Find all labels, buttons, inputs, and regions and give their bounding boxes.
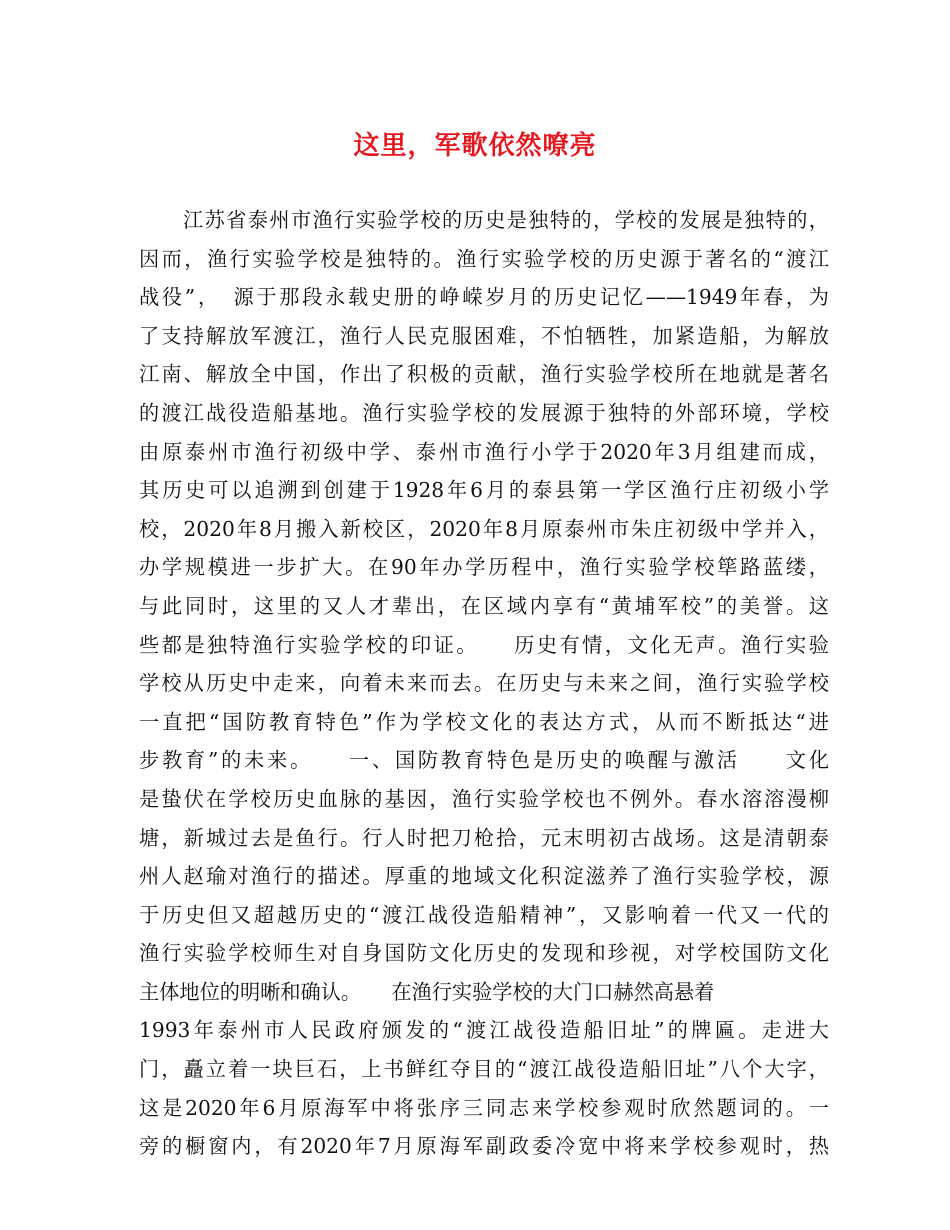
body-line: 步教育”的未来。 一、国防教育特色是历史的唤醒与激活 文化 [139,748,829,773]
body-line: 学校从历史中走来，向着未来而去。在历史与未来之间，渔行实验学校 [139,671,829,696]
document-title: 这里，军歌依然嘹亮 [353,131,597,161]
body-line: 1993年泰州市人民政府颁发的“渡江战役造船旧址”的牌匾。走进大 [139,1018,829,1043]
body-line: 是蛰伏在学校历史血脉的基因，渔行实验学校也不例外。春水溶溶漫柳 [139,786,829,811]
body-line: 门，矗立着一块巨石，上书鲜红夺目的“渡江战役造船旧址”八个大字， [139,1057,829,1082]
body-line: 渔行实验学校师生对自身国防文化历史的发现和珍视，对学校国防文化 [139,941,829,966]
body-line: 办学规模进一步扩大。在90年办学历程中，渔行实验学校筚路蓝缕， [139,555,829,580]
body-line: 一直把“国防教育特色”作为学校文化的表达方式，从而不断抵达“进 [139,709,829,734]
body-line: 与此同时，这里的又人才辈出，在区域内享有“黄埔军校”的美誉。这 [139,593,829,618]
body-line: 塘，新城过去是鱼行。行人时把刀枪拾，元末明初古战场。这是清朝泰 [139,825,829,850]
document-body [139,201,829,1166]
body-line: 些都是独特渔行实验学校的印证。 历史有情，文化无声。渔行实验 [139,632,829,657]
body-line: 校，2020年8月搬入新校区，2020年8月原泰州市朱庄初级中学并入， [139,516,829,541]
body-line: 旁的橱窗内，有2020年7月原海军副政委冷宽中将来学校参观时，热 [139,1134,829,1159]
body-line: 主体地位的明晰和确认。 在渔行实验学校的大门口赫然高悬着 [139,979,715,1004]
body-line: 州人赵瑜对渔行的描述。厚重的地域文化积淀滋养了渔行实验学校，源 [139,864,829,889]
body-line: 由原泰州市渔行初级中学、泰州市渔行小学于2020年3月组建而成， [139,439,829,464]
body-line: 江苏省泰州市渔行实验学校的历史是独特的，学校的发展是独特的， [183,208,829,232]
body-line: 的渡江战役造船基地。渔行实验学校的发展源于独特的外部环境，学校 [139,400,829,425]
body-line: 其历史可以追溯到创建于1928年6月的泰县第一学区渔行庄初级小学 [139,478,829,503]
body-line: 于历史但又超越历史的“渡江战役造船精神”，又影响着一代又一代的 [139,902,829,927]
body-line: 这是2020年6月原海军中将张序三同志来学校参观时欣然题词的。一 [139,1095,829,1120]
body-line: 战役”， 源于那段永载史册的峥嵘岁月的历史记忆——1949年春，为 [139,285,829,310]
body-line: 了支持解放军渡江，渔行人民克服困难，不怕牺牲，加紧造船，为解放 [139,323,829,348]
body-line: 江南、解放全中国，作出了积极的贡献，渔行实验学校所在地就是著名 [139,362,829,387]
body-line: 因而，渔行实验学校是独特的。渔行实验学校的历史源于著名的“渡江 [139,246,829,271]
